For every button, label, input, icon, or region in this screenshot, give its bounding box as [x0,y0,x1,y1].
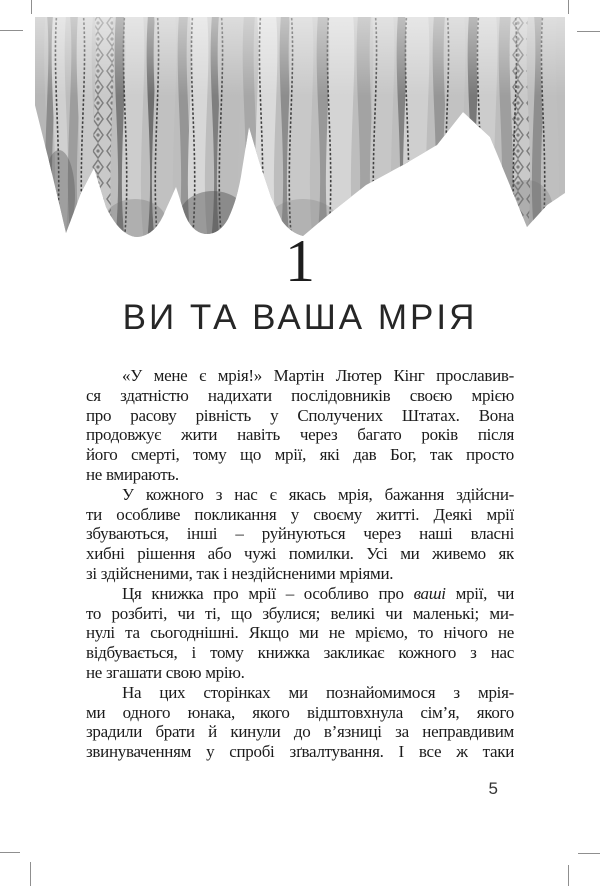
fabric-drape-photo [35,15,565,247]
text-line: не вмирають. [86,464,179,484]
text-line: його смерті, тому що мрії, які дав Бог, так просто [86,445,514,465]
text-line: про расову рівність у Сполучених Штатах. Вона [86,405,514,425]
fabric-stripes [35,15,565,247]
text-line: ми одного юнака, якого відштовхнула сім’я, якого [86,702,514,722]
chapter-title: ВИ ТА ВАША МРІЯ [122,298,478,337]
paragraph [86,485,514,584]
text-line: нулі та сьогоднішні. Якщо ми не мріємо, то нічого не [86,623,514,643]
crop-mark-bottom-right-horizontal [578,853,600,854]
text-line: продовжує жити навіть через багато років після [86,425,514,445]
paragraph [86,584,514,683]
text-line: «У мене є мрія!» Мартін Лютер Кінг прославив- [122,366,514,385]
text-line: зі здійсненими, так і нездійсненими мріями. [86,563,394,583]
crop-mark-bottom-left-horizontal [0,852,20,853]
paragraph [86,683,514,762]
text-line: Ця книжка про мрії – особливо про ваші мрії, чи [122,583,514,603]
crop-mark-top-right-horizontal [577,31,600,32]
text-line: ти особливе покликання у своєму житті. Деякі мрії [86,504,514,524]
body-text [86,366,514,762]
text-line: не згашати свою мрію. [86,662,245,682]
crop-mark-bottom-right-vertical [568,865,569,886]
page-number: 5 [488,779,498,798]
text-line: то розбиті, чи ті, що збулися; великі чи маленькі; ми- [86,603,514,623]
crop-mark-top-left-horizontal [0,30,23,31]
crop-mark-top-right-vertical [568,0,569,14]
text-line: На цих сторінках ми познайомимося з мрія- [122,682,514,702]
text-line: відбувається, і тому книжка закликає кожного з нас [86,643,514,663]
crop-mark-top-left-vertical [31,0,32,14]
chapter-number: 1 [285,228,315,294]
text-line: збуваються, інші – руйнуються через наші власні [86,524,514,544]
crop-mark-bottom-left-vertical [30,862,31,886]
text-line: У кожного з нас є якась мрія, бажання здійсни- [122,484,514,504]
text-line: хибні рішення або чужі помилки. Усі ми живемо як [86,544,514,564]
text-line: звинуваченням у спробі зґвалтування. І все ж таки [86,742,514,762]
paragraph [86,366,514,485]
text-line: зрадили брати й кинули до в’язниці за неправдивим [86,722,514,742]
text-line: ся здатністю надихати послідовників своєю мрією [86,385,514,405]
